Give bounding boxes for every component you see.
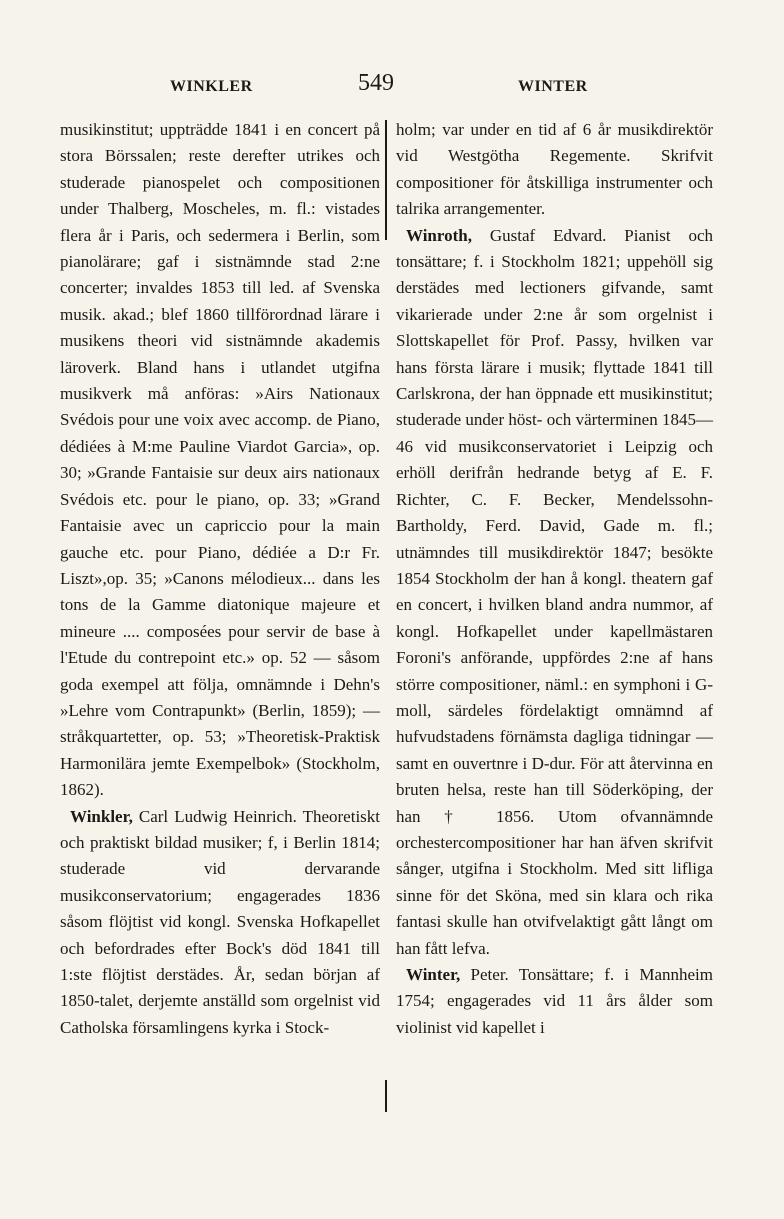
right-column xyxy=(396,117,713,1041)
continuation-paragraph: holm; var under en tid af 6 år musikdirektör vid Westgötha Regemente. Skrifvit compositioner för åtskilliga instrumenter och talrika arrangementer. xyxy=(396,120,713,219)
header-right-word: WINTER xyxy=(518,78,588,95)
entry-winroth xyxy=(396,223,713,962)
header-left-word: WINKLER xyxy=(170,78,253,95)
column-divider-bottom xyxy=(385,1080,387,1112)
left-column xyxy=(60,117,380,1041)
entry-winkler-text: Carl Ludwig Heinrich. Theoretiskt och praktiskt bildad musiker; f, i Berlin 1814; studerade vid dervarande musikconservatorium; engagerades 1836 såsom flöjtist vid kongl. Svenska Hofkapellet och befordrades efter Bock's död 1841 till 1:ste flöjtist derstädes. År, sedan början af 1850-talet, derjemte anställd som orgelnist vid Catholska församlingens kyrka i Stock- xyxy=(60,806,380,1037)
entry-winroth-text: Gustaf Edvard. Pianist och tonsättare; f. i Stockholm 1821; uppehöll sig derstädes med lectioners gifvande, samt vikarierade under 2:ne år som orgelnist i Slottskapellet för Prof. Passy, hvilken var hans första lärare i musik; flyttade 1841 till Carlskrona, der han öppnade ett musikinstitut; studerade under höst- och värterminen 1845—46 vid musikconservatoriet i Leipzig och erhöll derifrån hedrande betyg af E. F. Richter, C. F. Becker, Mendelssohn-Bartholdy, Ferd. David, Gade m. fl.; utnämndes till musikdirektör 1847; besökte 1854 Stockholm der han å kongl. theatern gaf en concert, i hvilken bland andra nummor, af kongl. Hofkapellet under kapellmästaren Foroni's anförande, uppfördes 2:ne af hans större compositioner, näml.: en symphoni i G-moll, särdeles fördelaktigt omnämnd af hufvudstadens förnämsta dagliga tidningar — samt en ouvertnre i D-dur. För att återvinna en bruten helsa, reste han till Söderköping, der han † 1856. Utom ofvannämnde orchestercompositioner har han äfven skrifvit sånger, utgifna i Stockholm. Med sitt lifliga sinne för det Sköna, med sin klara och rika fantasi skulle han otvifvelaktigt gått långt om han fått lefva. xyxy=(396,225,714,958)
headword-winter: Winter, xyxy=(406,965,461,984)
entry-winter-text: Peter. Tonsättare; f. i Mannheim 1754; engagerades vid 11 års ålder som violinist vid kapellet i xyxy=(396,965,713,1037)
entry-winter xyxy=(396,962,713,1041)
page-number: 549 xyxy=(358,70,394,96)
continuation-paragraph: musikinstitut; uppträdde 1841 i en concert på stora Börssalen; reste derefter utrikes och studerade pianospelet och compositionen under Thalberg, Moscheles, m. fl.: vistades flera år i Paris, och sedermera i Berlin, som pianolärare; gaf i sistnämnde stad 2:ne concerter; invaldes 1853 till led. af Svenska musik. akad.; blef 1860 tillförordnad lärare i musikens theori vid sistnämnde akademis läroverk. Bland hans i utlandet utgifna musikverk må anföras: »Airs Nationaux Svédois pour une voix avec accomp. de Piano, dédiées à M:me Pauline Viardot Garcia», op. 30; »Grande Fantaisie sur deux airs nationaux Svédois etc. pour le piano, op. 33; »Grand Fantaisie avec un capriccio pour la main gauche etc. pour Piano, dédiée a D:r Fr. Liszt»,op. 35; »Canons mélodieux... dans les tons de la Gamme diatonique majeure et mineure .... composées pour servir de base à l'Etude du contrepoint etc.» op. 52 — såsom goda exempel att följa, omnämnde i Dehn's »Lehre vom Contrapunkt» (Berlin, 1859); — stråkquartetter, op. 53; »Theoretisk-Praktisk Harmonilära jemte Exempelbok» (Stockholm, 1862). xyxy=(60,120,380,800)
column-divider-top xyxy=(385,120,387,240)
headword-winkler: Winkler, xyxy=(70,806,133,826)
entry-winkler xyxy=(60,804,380,1042)
headword-winroth: Winroth, xyxy=(406,225,472,245)
running-header xyxy=(0,70,784,110)
